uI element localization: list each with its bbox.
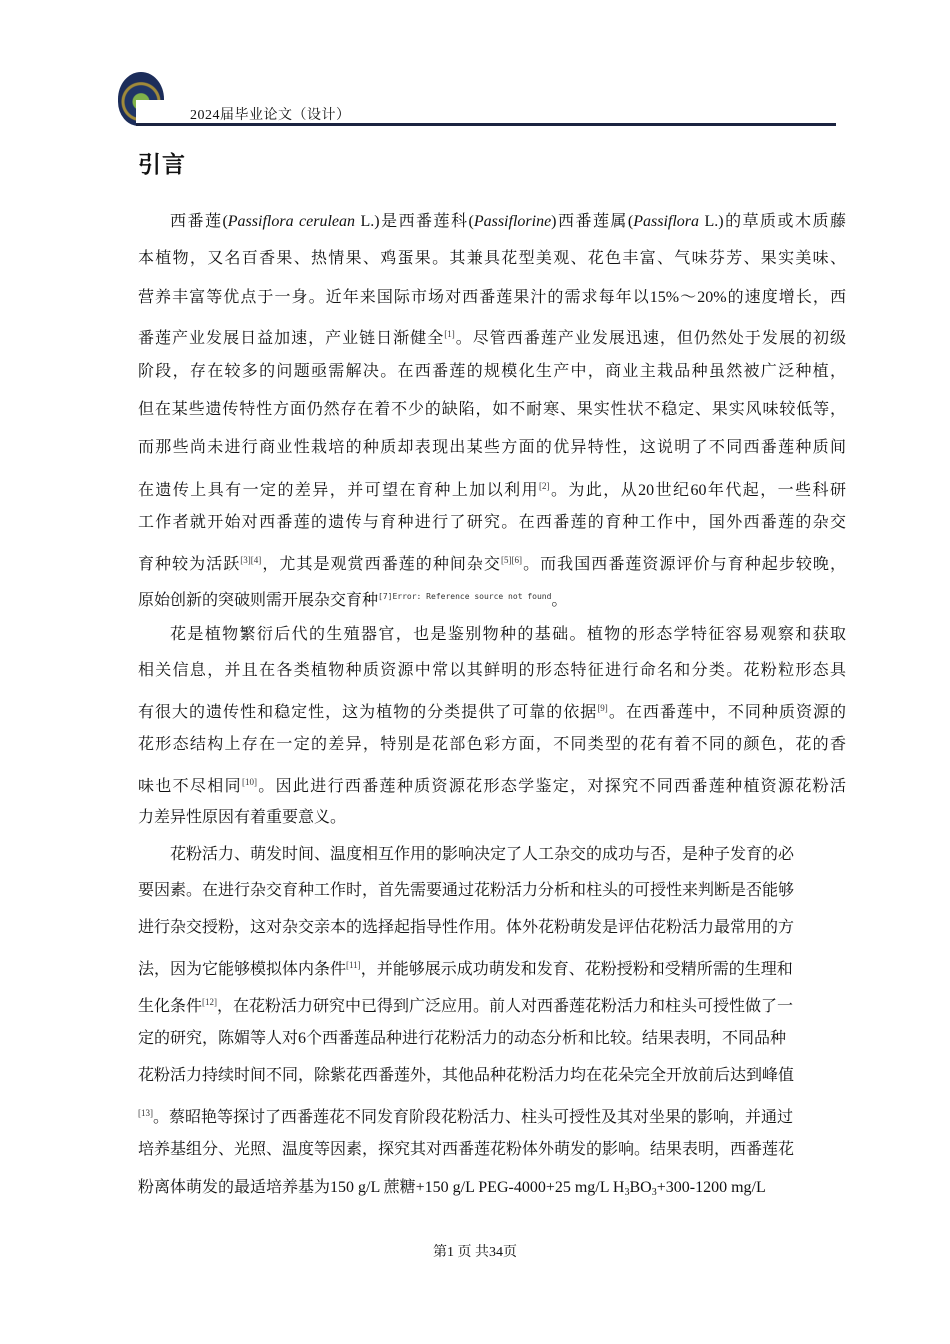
text-run: 营养丰富等优点于一身。近年来国际市场对西番莲果汁的需求每年以15%～20%的速度增长，西 (138, 289, 846, 306)
text-run: 。在西番莲中，不同种质资源的 (607, 704, 846, 721)
text-run: ，尤其是观赏西番莲的种间杂交 (261, 556, 502, 573)
header-rule (136, 123, 836, 126)
text-line (170, 845, 828, 865)
text-run: 花粉活力持续时间不同，除紫花西番莲外，其他品种花粉活力均在花朵完全开放前后达到峰值 (138, 1067, 795, 1084)
italic-text: Passiflora (633, 213, 700, 230)
text-run: 阶段，存在较多的问题亟需解决。在西番莲的规模化生产中，商业主栽品种虽然被广泛种植， (138, 363, 846, 380)
text-line (138, 1140, 828, 1160)
text-line (138, 698, 846, 723)
citation-ref: [1] (444, 329, 455, 339)
citation-ref: [5][6] (501, 555, 523, 565)
text-run: ，并能够展示成功萌发和发育、花粉授粉和受精所需的生理和 (360, 961, 793, 978)
text-line (138, 1029, 828, 1049)
citation-ref: [13] (138, 1108, 153, 1118)
text-run: 花形态结构上存在一定的差异，特别是花部色彩方面，不同类型的花有着不同的颜色，花的香 (138, 736, 846, 753)
text-run: 但在某些遗传特性方面仍然存在着不少的缺陷，如不耐寒、果实性状不稳定、果实风味较低等， (138, 401, 846, 418)
subscript: 3 (651, 1187, 657, 1198)
text-run: 味也不尽相同 (138, 778, 242, 795)
page-footer: 第1 页 共34页 (433, 1245, 517, 1260)
text-run: L.)是西番莲科( (355, 213, 474, 230)
text-run: 工作者就开始对西番莲的遗传与育种进行了研究。在西番莲的育种工作中，国外西番莲的杂交 (138, 514, 846, 531)
text-line (138, 362, 846, 382)
citation-ref: [2] (539, 481, 550, 491)
text-line (138, 1066, 828, 1086)
header-mask (136, 100, 188, 124)
text-run: 定的研究，陈媚等人对6个西番莲品种进行花粉活力的动态分析和比较。结果表明，不同品种 (138, 1030, 787, 1047)
text-run: 进行杂交授粉，这对杂交亲本的选择起指导性作用。体外花粉萌发是评估花粉活力最常用的方 (138, 919, 795, 936)
text-run: 。而我国西番莲资源评价与育种起步较晚， (522, 556, 846, 573)
text-run: )西番莲属( (551, 213, 634, 230)
text-line (138, 661, 846, 681)
text-run: L.)的草质或木质藤 (699, 213, 846, 230)
text-line (138, 992, 828, 1017)
text-run: 。尽管西番莲产业发展迅速，但仍然处于发展的初级 (454, 330, 846, 347)
text-run: 花是植物繁衍后代的生殖器官，也是鉴别物种的基础。植物的形态学特征容易观察和获取 (170, 626, 846, 643)
citation-ref: [11] (346, 960, 361, 970)
text-line (170, 212, 846, 232)
italic-text: Passiflora cerulean (227, 213, 356, 230)
text-line (138, 1178, 828, 1203)
text-run: 在遗传上具有一定的差异，并可望在育种上加以利用 (138, 482, 540, 499)
text-run: 。因此进行西番莲种质资源花形态学鉴定，对探究不同西番莲种植资源花粉活 (256, 778, 846, 795)
text-run: +300-1200 mg/L (656, 1179, 766, 1196)
text-run: 而那些尚未进行商业性栽培的种质却表现出某些方面的优异特性，这说明了不同西番莲种质间 (138, 439, 846, 456)
text-line (138, 400, 846, 420)
text-run: 西番莲( (170, 213, 228, 230)
citation-ref: [10] (241, 777, 257, 787)
text-run: 生化条件 (138, 998, 203, 1015)
text-line (138, 438, 846, 458)
text-run: 相关信息，并且在各类植物种质资源中常以其鲜明的形态特征进行命名和分类。花粉粒形态具 (138, 662, 846, 679)
text-run: 。 (551, 592, 568, 609)
text-line (138, 955, 828, 980)
text-line (138, 918, 828, 938)
text-line (138, 513, 846, 533)
text-run: 粉离体萌发的最适培养基为150 g/L 蔗糖+150 g/L PEG-4000+25 mg/L H (138, 1179, 625, 1196)
italic-text: Passiflorine (473, 213, 552, 230)
citation-error: [7]Error: Reference source not found (378, 592, 552, 601)
text-run: 花粉活力、萌发时间、温度相互作用的影响决定了人工杂交的成功与否，是种子发育的必 (170, 846, 795, 863)
text-line (138, 476, 846, 501)
text-line (138, 808, 846, 828)
header-title: 2024届毕业论文（设计） (190, 108, 351, 123)
section-title: 引言 (138, 152, 186, 178)
text-line (138, 1103, 828, 1128)
text-run: 培养基组分、光照、温度等因素，探究其对西番莲花粉体外萌发的影响。结果表明，西番莲花 (138, 1141, 795, 1158)
text-run: 。蔡昭艳等探讨了西番莲花不同发育阶段花粉活力、柱头可授性及其对坐果的影响，并通过 (153, 1109, 794, 1126)
text-run: BO (629, 1179, 652, 1196)
citation-ref: [3][4] (240, 555, 262, 565)
text-run: 法，因为它能够模拟体内条件 (138, 961, 347, 978)
text-line (138, 772, 846, 797)
text-run: 育种较为活跃 (138, 556, 241, 573)
text-line (138, 324, 846, 349)
text-run: 力差异性原因有着重要意义。 (138, 809, 347, 826)
text-run: 要因素。在进行杂交育种工作时，首先需要通过花粉活力分析和柱头的可授性来判断是否能够 (138, 882, 795, 899)
text-run: ，在花粉活力研究中已得到广泛应用。前人对西番莲花粉活力和柱头可授性做了一 (217, 998, 794, 1015)
text-line (138, 550, 846, 575)
text-line (138, 735, 846, 755)
text-run: 。为此，从20世纪60年代起，一些科研 (549, 482, 846, 499)
citation-ref: [12] (202, 997, 218, 1007)
text-run: 原始创新的突破则需开展杂交育种 (138, 592, 379, 609)
text-line (138, 249, 846, 269)
text-line (170, 625, 846, 645)
subscript: 3 (624, 1187, 630, 1198)
text-run: 番莲产业发展日益加速，产业链日渐健全 (138, 330, 445, 347)
text-line (138, 881, 828, 901)
text-line (138, 587, 846, 611)
text-line (138, 288, 846, 308)
citation-ref: [9] (597, 703, 608, 713)
text-run: 本植物，又名百香果、热情果、鸡蛋果。其兼具花型美观、花色丰富、气味芬芳、果实美味、 (138, 250, 846, 267)
text-run: 有很大的遗传性和稳定性，这为植物的分类提供了可靠的依据 (138, 704, 598, 721)
